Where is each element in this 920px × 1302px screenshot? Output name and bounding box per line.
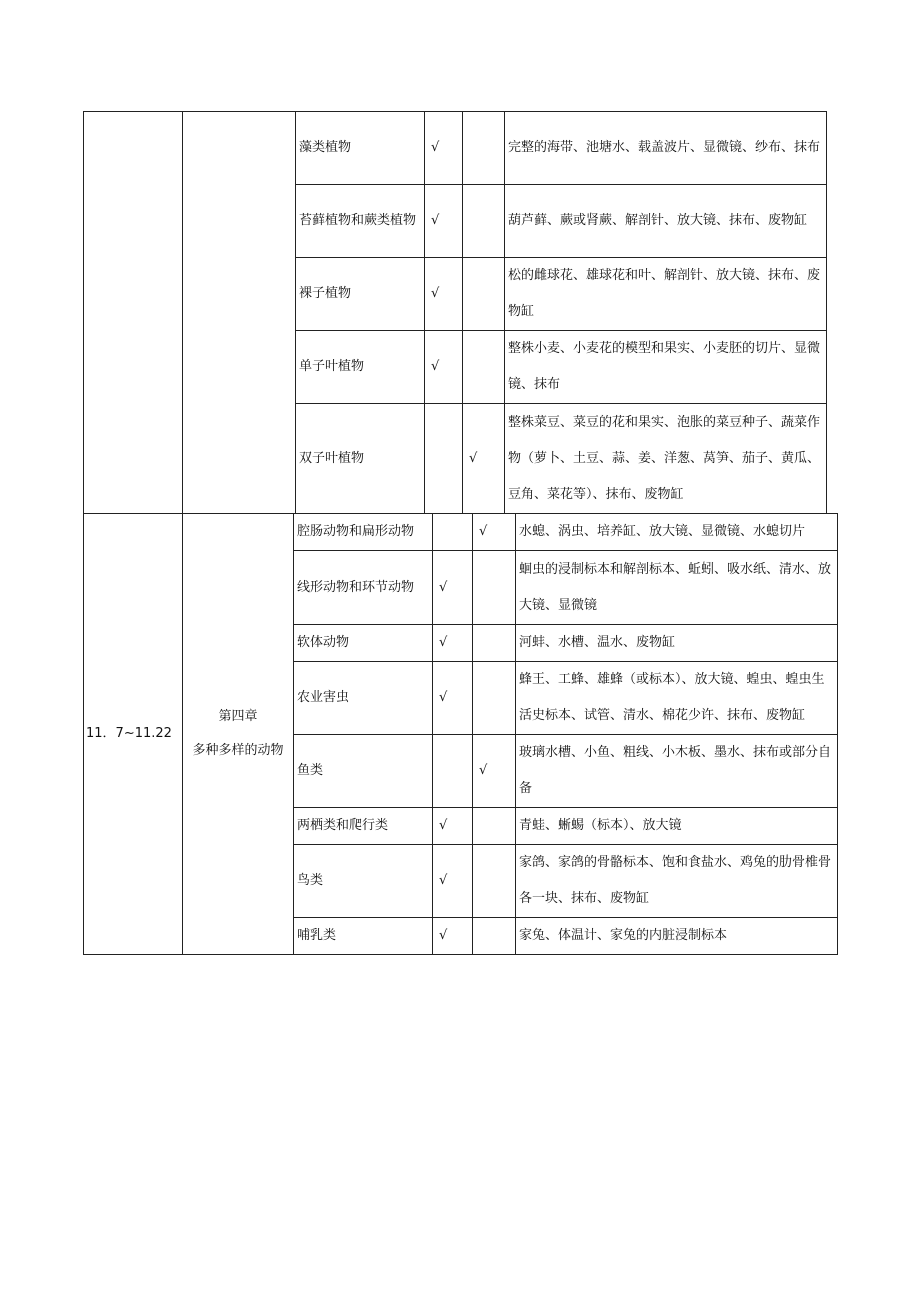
topic-cell: 线形动物和环节动物 — [294, 551, 433, 625]
check-cell-b — [473, 845, 516, 918]
materials-cell: 河蚌、水槽、温水、废物缸 — [516, 625, 838, 662]
topic-cell: 苔藓植物和蕨类植物 — [296, 185, 425, 258]
check-cell-b — [463, 185, 505, 258]
chapter-title: 多种多样的动物 — [192, 743, 284, 758]
check-cell-b — [473, 808, 516, 845]
date-range: 11．7~11.22 — [84, 514, 183, 955]
check-cell-a: √ — [425, 331, 463, 404]
table-row — [84, 112, 827, 185]
chapter-number: 第四章 — [218, 709, 258, 724]
check-cell-a: √ — [433, 808, 473, 845]
table-row — [84, 514, 838, 551]
animals-table — [83, 513, 838, 955]
plants-table — [83, 111, 827, 514]
topic-cell: 藻类植物 — [296, 112, 425, 185]
check-cell-a: √ — [425, 112, 463, 185]
check-cell-b — [473, 918, 516, 955]
check-cell-a: √ — [433, 662, 473, 735]
materials-cell: 整株小麦、小麦花的模型和果实、小麦胚的切片、显微镜、抹布 — [505, 331, 827, 404]
topic-cell: 鱼类 — [294, 735, 433, 808]
check-cell-b — [473, 662, 516, 735]
check-cell-b — [463, 331, 505, 404]
check-cell-a — [433, 514, 473, 551]
topic-cell: 腔肠动物和扁形动物 — [294, 514, 433, 551]
check-cell-a: √ — [433, 625, 473, 662]
check-cell-b — [463, 258, 505, 331]
check-cell-a: √ — [433, 845, 473, 918]
materials-cell: 玻璃水槽、小鱼、粗线、小木板、墨水、抹布或部分自备 — [516, 735, 838, 808]
topic-cell: 软体动物 — [294, 625, 433, 662]
chapter-cell — [183, 514, 294, 955]
materials-cell: 家兔、体温计、家兔的内脏浸制标本 — [516, 918, 838, 955]
check-cell-b — [473, 551, 516, 625]
check-cell-b: √ — [463, 404, 505, 514]
materials-cell: 松的雌球花、雄球花和叶、解剖针、放大镜、抹布、废物缸 — [505, 258, 827, 331]
materials-cell: 家鸽、家鸽的骨骼标本、饱和食盐水、鸡兔的肋骨椎骨各一块、抹布、废物缸 — [516, 845, 838, 918]
materials-cell: 蛔虫的浸制标本和解剖标本、蚯蚓、吸水纸、清水、放大镜、显微镜 — [516, 551, 838, 625]
materials-cell: 青蛙、蜥蜴（标本）、放大镜 — [516, 808, 838, 845]
check-cell-a: √ — [425, 185, 463, 258]
topic-cell: 两栖类和爬行类 — [294, 808, 433, 845]
materials-cell: 完整的海带、池塘水、载盖波片、显微镜、纱布、抹布 — [505, 112, 827, 185]
check-cell-b — [473, 625, 516, 662]
topic-cell: 裸子植物 — [296, 258, 425, 331]
materials-cell: 蜂王、工蜂、雄蜂（或标本）、放大镜、蝗虫、蝗虫生活史标本、试管、清水、棉花少许、抹布、废物缸 — [516, 662, 838, 735]
materials-cell: 葫芦藓、蕨或肾蕨、解剖针、放大镜、抹布、废物缸 — [505, 185, 827, 258]
check-cell-a: √ — [425, 258, 463, 331]
check-cell-a — [433, 735, 473, 808]
topic-cell: 单子叶植物 — [296, 331, 425, 404]
check-cell-b: √ — [473, 735, 516, 808]
topic-cell: 哺乳类 — [294, 918, 433, 955]
topic-cell: 鸟类 — [294, 845, 433, 918]
check-cell-a: √ — [433, 918, 473, 955]
topic-cell: 双子叶植物 — [296, 404, 425, 514]
check-cell-a: √ — [433, 551, 473, 625]
check-cell-a — [425, 404, 463, 514]
check-cell-b — [463, 112, 505, 185]
materials-cell: 整株菜豆、菜豆的花和果实、泡胀的菜豆种子、蔬菜作物（萝卜、土豆、蒜、姜、洋葱、莴笋、茄子、黄瓜、豆角、菜花等）、抹布、废物缸 — [505, 404, 827, 514]
materials-cell: 水螅、涡虫、培养缸、放大镜、显微镜、水螅切片 — [516, 514, 838, 551]
topic-cell: 农业害虫 — [294, 662, 433, 735]
date-cell — [84, 112, 183, 514]
check-cell-b: √ — [473, 514, 516, 551]
chapter-cell — [183, 112, 296, 514]
